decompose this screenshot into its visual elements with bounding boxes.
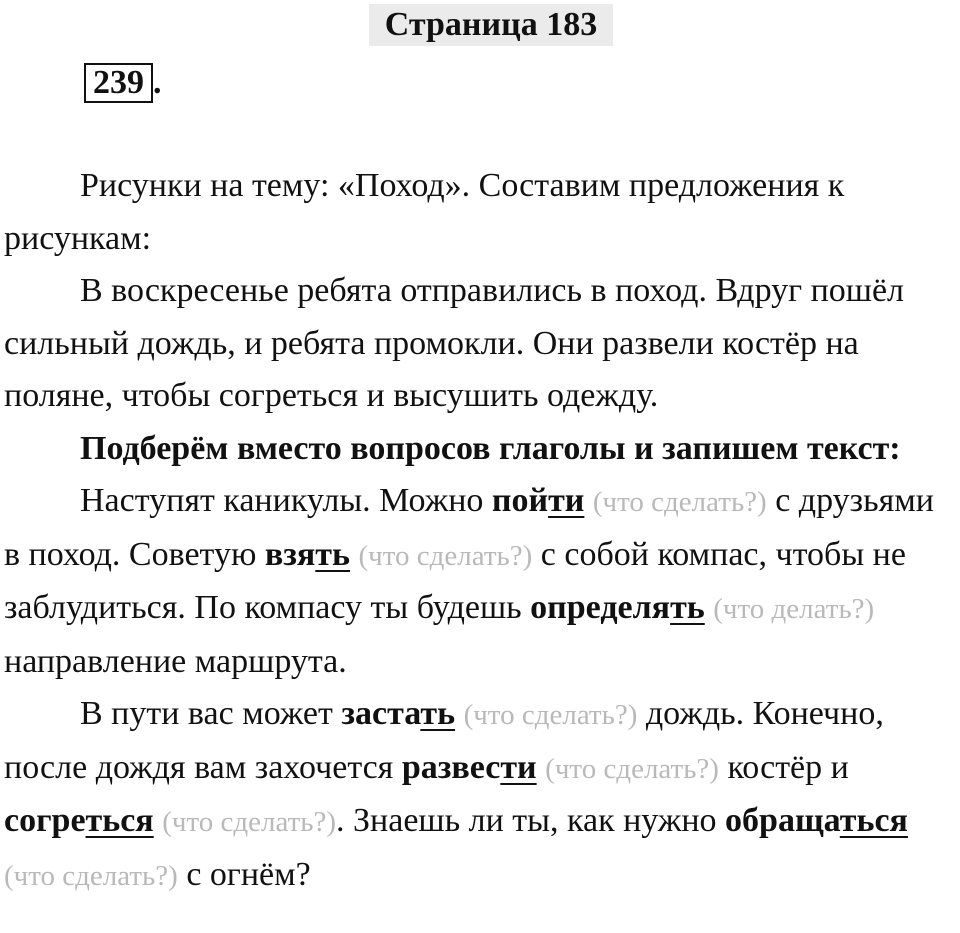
verb-word bbox=[341, 695, 455, 732]
exercise-number bbox=[84, 63, 162, 103]
question-hint: (что сделать?) bbox=[358, 539, 533, 572]
text-fragment: . Знаешь ли ты, как нужно bbox=[336, 802, 726, 839]
question-hint: (что сделать?) bbox=[545, 752, 719, 785]
verb-ending: ться bbox=[85, 802, 154, 839]
paragraph-intro: Рисунки на тему: «Поход». Составим предложения к рисункам: bbox=[4, 167, 845, 257]
verb-ending: ться bbox=[839, 802, 908, 839]
question-hint: (что сделать?) bbox=[463, 699, 638, 731]
verb-ending: ти bbox=[548, 482, 585, 519]
question-hint: (что сделать?) bbox=[592, 486, 767, 518]
paragraph-task: Подберём вместо вопросов глаголы и запишем текст: bbox=[80, 429, 901, 467]
verb-stem: взя bbox=[264, 535, 316, 573]
verb-word bbox=[530, 589, 705, 626]
verb-stem: развес bbox=[401, 748, 501, 786]
paragraph-answer-2 bbox=[4, 688, 956, 902]
verb-ending: ть bbox=[315, 535, 350, 573]
page-title: Страница 183 bbox=[369, 4, 613, 46]
verb-stem: обраща bbox=[725, 802, 840, 839]
question-hint: (что сделать?) bbox=[162, 806, 337, 838]
text-fragment: направление маршрута. bbox=[4, 642, 347, 680]
text-fragment: Наступят каникулы. Можно bbox=[80, 482, 492, 519]
verb-ending: ть bbox=[420, 695, 456, 732]
verb-ending: ть bbox=[670, 589, 705, 626]
question-hint: (что сделать?) bbox=[4, 859, 178, 892]
verb-word bbox=[725, 802, 908, 839]
paragraph-answer-1 bbox=[4, 475, 956, 688]
text-fragment: с друзьями в поход. Советую bbox=[4, 482, 934, 573]
text-fragment: с огнём? bbox=[177, 855, 311, 893]
verb-word bbox=[402, 749, 537, 786]
verb-stem: определя bbox=[530, 589, 671, 626]
text-fragment: костёр и bbox=[718, 748, 849, 786]
verb-ending: ти bbox=[500, 748, 537, 786]
question-hint: (что делать?) bbox=[713, 593, 875, 625]
verb-word bbox=[265, 536, 350, 573]
exercise-text bbox=[4, 160, 956, 902]
exercise-number-box: 239 bbox=[84, 63, 153, 103]
paragraph-story: В воскресенье ребята отправились в поход. Вдруг пошёл сильный дождь, и ребята промокли. Они развели костёр на поляне, чтобы согреться и высушить одежду. bbox=[4, 272, 905, 414]
text-fragment: с собой компас, чтобы не заблудиться. По компасу ты будешь bbox=[4, 535, 906, 626]
exercise-number-dot: . bbox=[153, 64, 162, 101]
verb-word bbox=[4, 802, 154, 839]
verb-stem: пой bbox=[491, 482, 549, 519]
verb-word bbox=[492, 482, 584, 519]
verb-stem: согре bbox=[4, 802, 86, 839]
text-fragment: В пути вас может bbox=[80, 695, 342, 732]
text-fragment: дождь. Конечно, после дождя вам захочется bbox=[4, 695, 884, 786]
verb-stem: заста bbox=[341, 695, 421, 732]
